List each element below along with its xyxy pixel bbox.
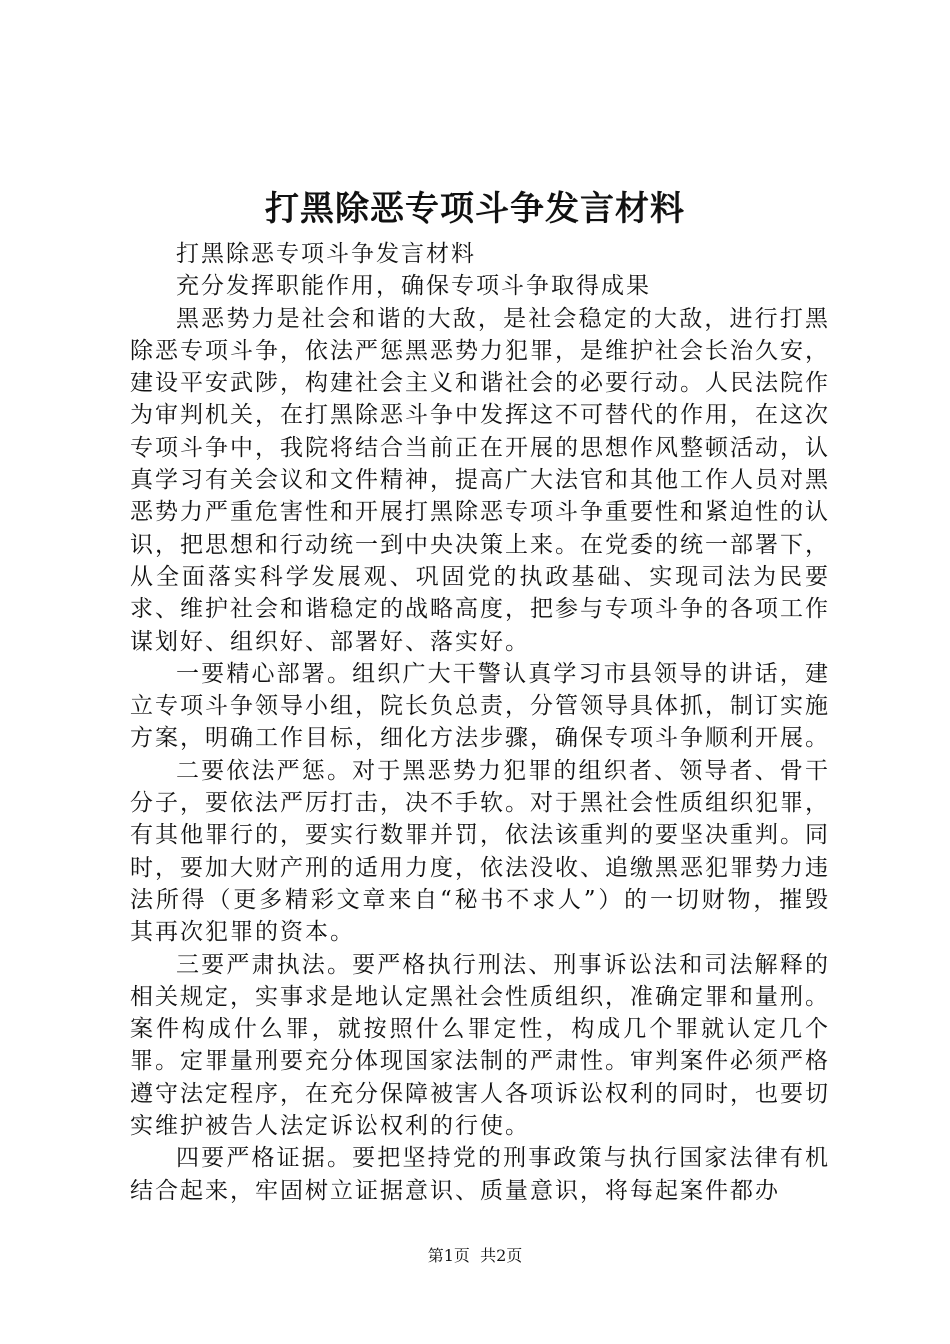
document-body xyxy=(130,238,830,1207)
paragraph-point-3: 三要严肃执法。要严格执行刑法、刑事诉讼法和司法解释的相关规定，实事求是地认定黑社会性质组织，准确定罪和量刑。案件构成什么罪，就按照什么罪定性，构成几个罪就认定几个罪。定罪量刑要充分体现国家法制的严肃性。审判案件必须严格遵守法定程序，在充分保障被害人各项诉讼权利的同时，也要切实维护被告人法定诉讼权利的行使。 xyxy=(130,951,830,1140)
paragraph-point-1: 一要精心部署。组织广大干警认真学习市县领导的讲话，建立专项斗争领导小组，院长负总责，分管领导具体抓，制订实施方案，明确工作目标，细化方法步骤，确保专项斗争顺利开展。 xyxy=(130,660,830,752)
paragraph-heading: 打黑除恶专项斗争发言材料 xyxy=(176,241,476,267)
paragraph-point-2: 二要依法严惩。对于黑恶势力犯罪的组织者、领导者、骨干分子，要依法严厉打击，决不手软。对于黑社会性质组织犯罪，有其他罪行的，要实行数罪并罚，依法该重判的要坚决重判。同时，要加大财产刑的适用力度，依法没收、追缴黑恶犯罪势力违法所得（更多精彩文章来自“秘书不求人”）的一切财物，摧毁其再次犯罪的资本。 xyxy=(130,757,830,946)
page-number-footer: 第1页 共2页 xyxy=(427,1246,523,1265)
paragraph-point-4: 四要严格证据。要把坚持党的刑事政策与执行国家法律有机结合起来，牢固树立证据意识、质量意识，将每起案件都办 xyxy=(130,1145,830,1204)
paragraph-intro: 黑恶势力是社会和谐的大敌，是社会稳定的大敌，进行打黑除恶专项斗争，依法严惩黑恶势力犯罪，是维护社会长治久安，建设平安武陟，构建社会主义和谐社会的必要行动。人民法院作为审判机关，在打黑除恶斗争中发挥这不可替代的作用，在这次专项斗争中，我院将结合当前正在开展的思想作风整顿活动，认真学习有关会议和文件精神，提高广大法官和其他工作人员对黑恶势力严重危害性和开展打黑除恶专项斗争重要性和紧迫性的认识，把思想和行动统一到中央决策上来。在党委的统一部署下，从全面落实科学发展观、巩固党的执政基础、实现司法为民要求、维护社会和谐稳定的战略高度，把参与专项斗争的各项工作谋划好、组织好、部署好、落实好。 xyxy=(130,305,830,655)
paragraph-subtitle: 充分发挥职能作用，确保专项斗争取得成果 xyxy=(176,273,651,300)
document-title: 打黑除恶专项斗争发言材料 xyxy=(265,189,685,229)
